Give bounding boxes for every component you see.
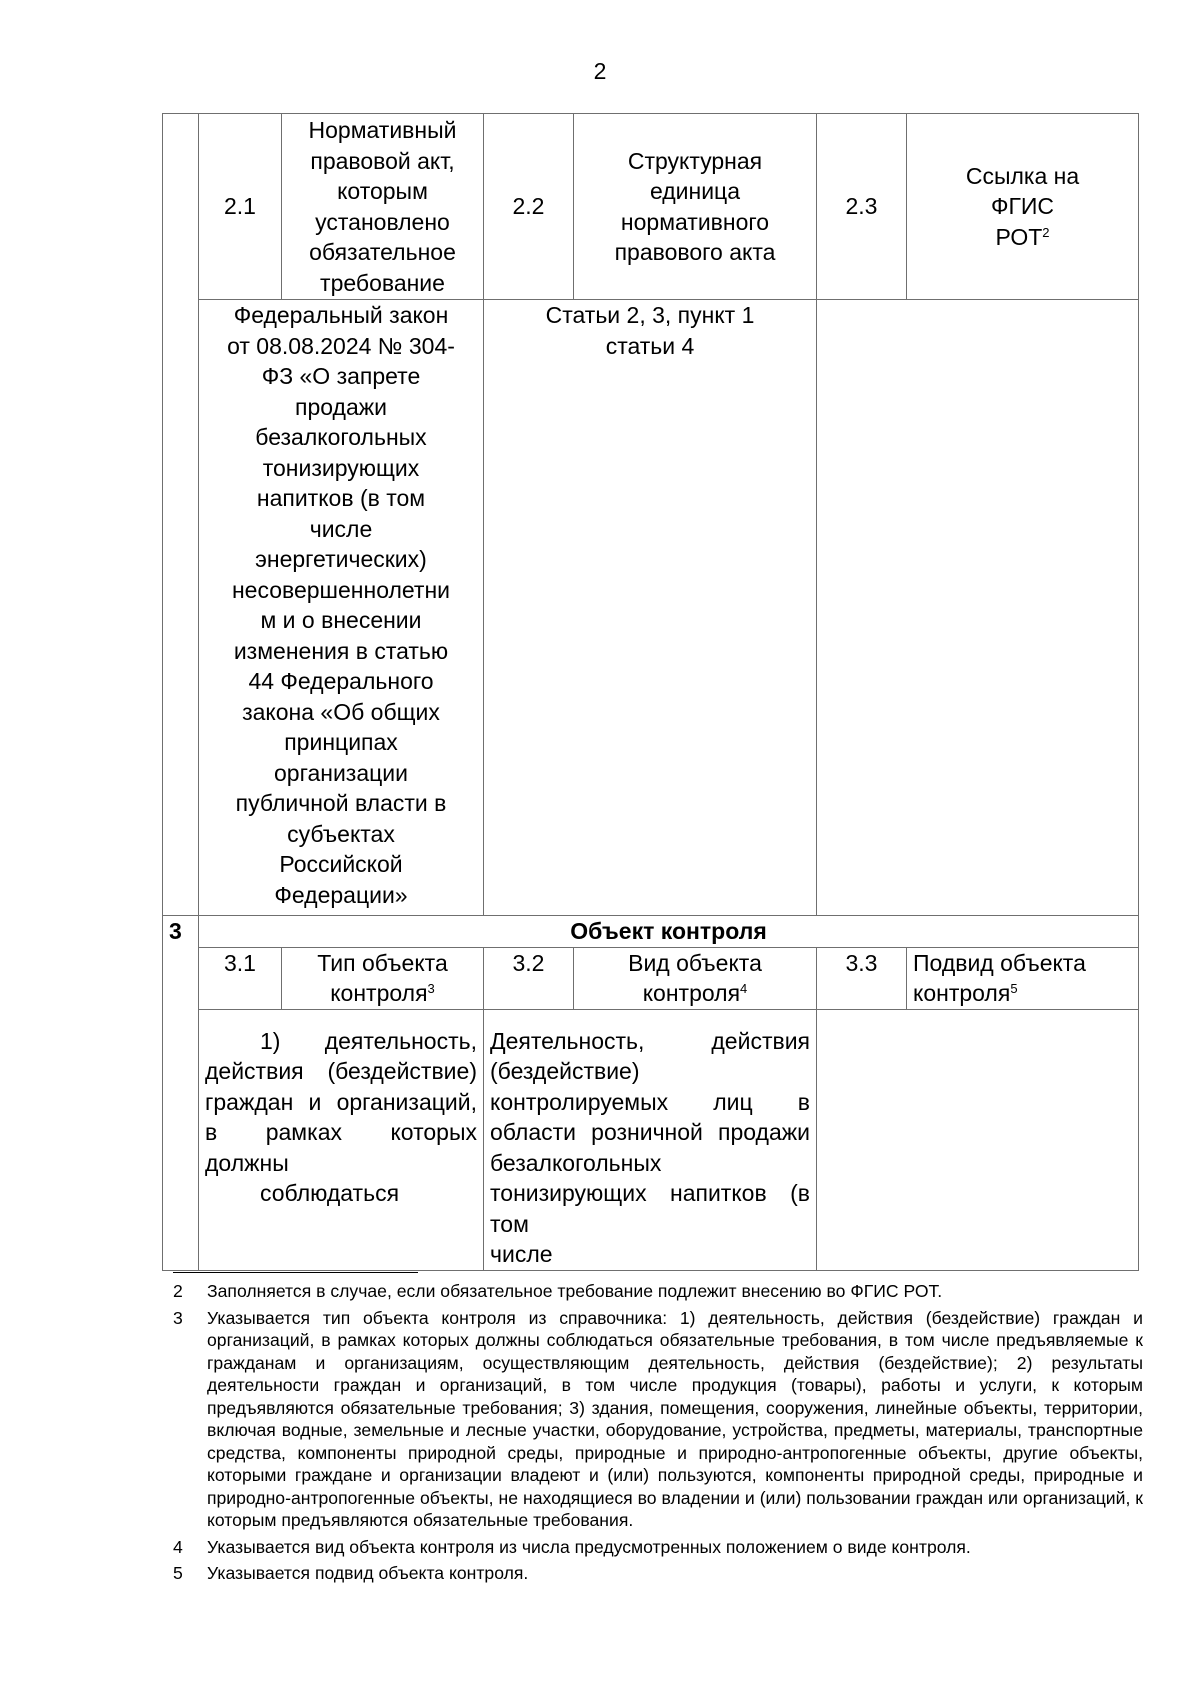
footnote-number: 3 [173,1307,183,1328]
cell-2-1-number: 2.1 [199,114,282,300]
cell-3-3-number: 3.3 [817,947,907,1009]
object-kind-cell: Деятельность, действия (бездействие) контролируемых лиц в области розничной продажи безалкогольных тонизирующих напитков (в том числе [484,1009,817,1270]
footnote-number: 2 [173,1281,183,1301]
footnote [173,1280,1143,1303]
footnote [173,1536,1143,1559]
footnote [173,1562,1143,1585]
footnote-text: Указывается тип объекта контроля из справочника: 1) деятельность, действия (бездействие) граждан и организаций, в рамках которых должны соблюдаться обязательные требования, в том числе предъявляемые к гражданам и организациям, осуществляющим деятельность, действия (бездействие); 2) результаты деятельности граждан и организаций, в том числе продукция (товары), работы и услуги, к которым предъявляются обязательные требования; 3) здания, помещения, сооружения, линейные объекты, территории, включая водные, земельные и лесные участки, оборудование, устройства, предметы, материалы, транспортные средства, компоненты природной среды, природные и природно-антропогенные объекты, другие объекты, которыми граждане и организации владеют и (или) пользуются, компоненты природной среды, природные и природно-антропогенные объекты, не находящиеся во владении и (или) пользовании граждан или организаций, к которым предъявляются обязательные требования. [207,1307,1143,1530]
table-row [163,947,1139,1009]
footnote [173,1307,1143,1532]
cell-3-3-label: Подвид объекта контроля$^5$ [907,947,1139,1009]
page-number: 2 [593,58,607,84]
cell-2-3-label: Ссылка на ФГИС РОТ$^2$ [907,114,1139,300]
footnote-ref-4: 4 [740,981,748,996]
fgis-rot-link-cell [817,300,1139,916]
footnote-text: Указывается подвид объекта контроля. [207,1563,529,1583]
footnote-number: 4 [173,1536,183,1557]
cell-2-1-label: Нормативный правовой акт, которым установлено обязательное требование [282,114,484,300]
footnote-text: Заполняется в случае, если обязательное требование подлежит внесению во ФГИС РОТ. [207,1281,943,1301]
requirements-table [162,113,1139,1271]
cell-3-2-label: Вид объекта контроля$^4$ [574,947,817,1009]
object-subkind-cell [817,1009,1139,1270]
section-title: Объект контроля [199,916,1139,948]
table-row [163,300,1139,916]
cell-2-2-label: Структурная единица нормативного правового акта [574,114,817,300]
footnote-text: Указывается вид объекта контроля из числа предусмотренных положением о виде контроля. [207,1536,971,1557]
footnote-number: 5 [173,1563,183,1583]
cell-3-1-number: 3.1 [199,947,282,1009]
structural-unit-cell: Статьи 2, 3, пункт 1 статьи 4 [484,300,817,916]
footnote-ref-3: 3 [427,981,435,996]
section-header-row [163,916,1139,948]
footnote-ref-2: 2 [1042,224,1050,240]
table-row [163,114,1139,300]
footnotes [173,1258,1143,1589]
object-type-cell: 1) деятельность, действия (бездействие) граждан и организаций, в рамках которых должны соблюдаться [199,1009,484,1270]
row-number-cell [163,114,199,916]
regulatory-act-cell: Федеральный закон от 08.08.2024 № 304- ФЗ «О запрете продажи безалкогольных тонизирующих напитков (в том числе энергетических) несовершеннолетни м и о внесении изменения в статью 44 Федерального закона «Об общих принципах организации публичной власти в субъектах Российской Федерации» [199,300,484,916]
cell-2-2-number: 2.2 [484,114,574,300]
cell-3-1-label: Тип объекта контроля$^3$ [282,947,484,1009]
cell-2-3-number: 2.3 [817,114,907,300]
footnote-ref-5: 5 [1010,981,1018,996]
cell-3-2-number: 3.2 [484,947,574,1009]
table-row [163,1009,1139,1270]
section-number-3: 3 [163,916,199,1271]
